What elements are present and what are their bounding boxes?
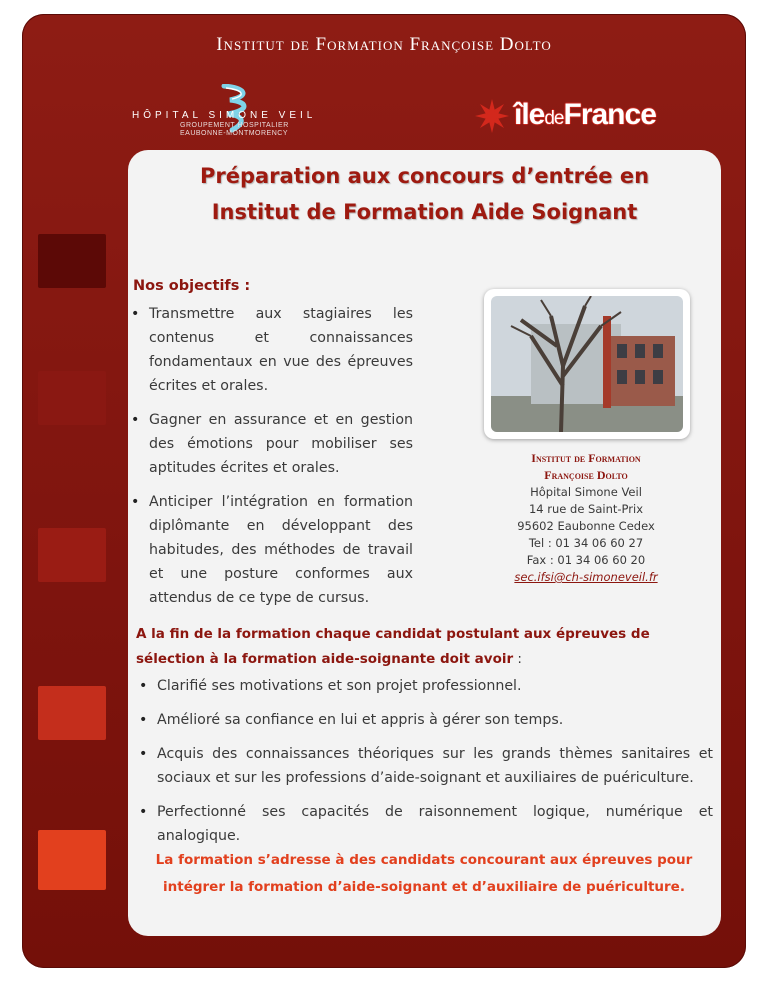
contact-street: 14 rue de Saint-Prix [528,502,644,516]
contact-hospital: Hôpital Simone Veil [530,485,642,499]
side-square-5 [38,830,106,890]
contact-tel: Tel : 01 34 06 60 27 [528,536,644,550]
institute-title: Institut de Formation Françoise Dolto [216,34,552,55]
closing-statement: La formation s’adresse à des candidats concourant aux épreuves pour intégrer la formation d’aide-soignant et d’auxiliaire de puériculture. [155,852,693,895]
contact-name-line1: Institut de Formation [531,451,641,465]
region-logo [474,96,696,136]
list-item: • Gagner en assurance et en gestion des émotions pour mobiliser ses aptitudes écrites et orales. [131,408,413,480]
list-item: • Perfectionné ses capacités de raisonnement logique, numérique et analogique. [139,800,713,848]
contact-fax: Fax : 01 34 06 60 20 [526,553,646,567]
contact-block [478,450,694,586]
list-item: • Acquis des connaissances théoriques sur les grands thèmes sanitaires et sociaux et sur les professions d’aide-soignant et auxiliaires de puériculture. [139,742,713,790]
page-title: Préparation aux concours d’entrée en Institut de Formation Aide Soignant [199,164,650,224]
list-item: • Clarifié ses motivations et son projet professionnel. [139,674,713,698]
goals-list [139,674,713,858]
list-item: • Anticiper l’intégration en formation diplômante en développant des habitudes, des méthodes de travail et une posture conformes aux attendus de ce type de cursus. [131,490,413,610]
building-photo [484,289,690,439]
list-item: • Transmettre aux stagiaires les contenus et connaissances fondamentaux en vue des épreuves écrites et orales. [131,302,413,398]
hospital-subtitle: GROUPEMENT HOSPITALIER EAUBONNE-MONTMORENCY [180,122,289,137]
contact-email-link[interactable]: sec.ifsi@ch-simoneveil.fr [514,570,658,584]
objectives-list [131,302,413,620]
side-square-1 [38,234,106,288]
contact-name-line2: Françoise Dolto [544,468,628,482]
objectives-heading: Nos objectifs : [133,278,251,294]
hospital-name: HÔPITAL SIMONE VEIL [132,110,317,121]
side-square-4 [38,686,106,740]
hospital-logo [132,88,352,138]
region-logo-text: îledeFrance [514,98,656,131]
contact-city: 95602 Eaubonne Cedex [517,519,655,533]
star-burst-icon [474,98,510,134]
list-item: • Amélioré sa confiance en lui et appris à gérer son temps. [139,708,713,732]
goals-intro: A la fin de la formation chaque candidat postulant aux épreuves de sélection à la formation aide-soignante doit avoir : [136,626,650,667]
side-square-2 [38,371,106,425]
side-square-3 [38,528,106,582]
